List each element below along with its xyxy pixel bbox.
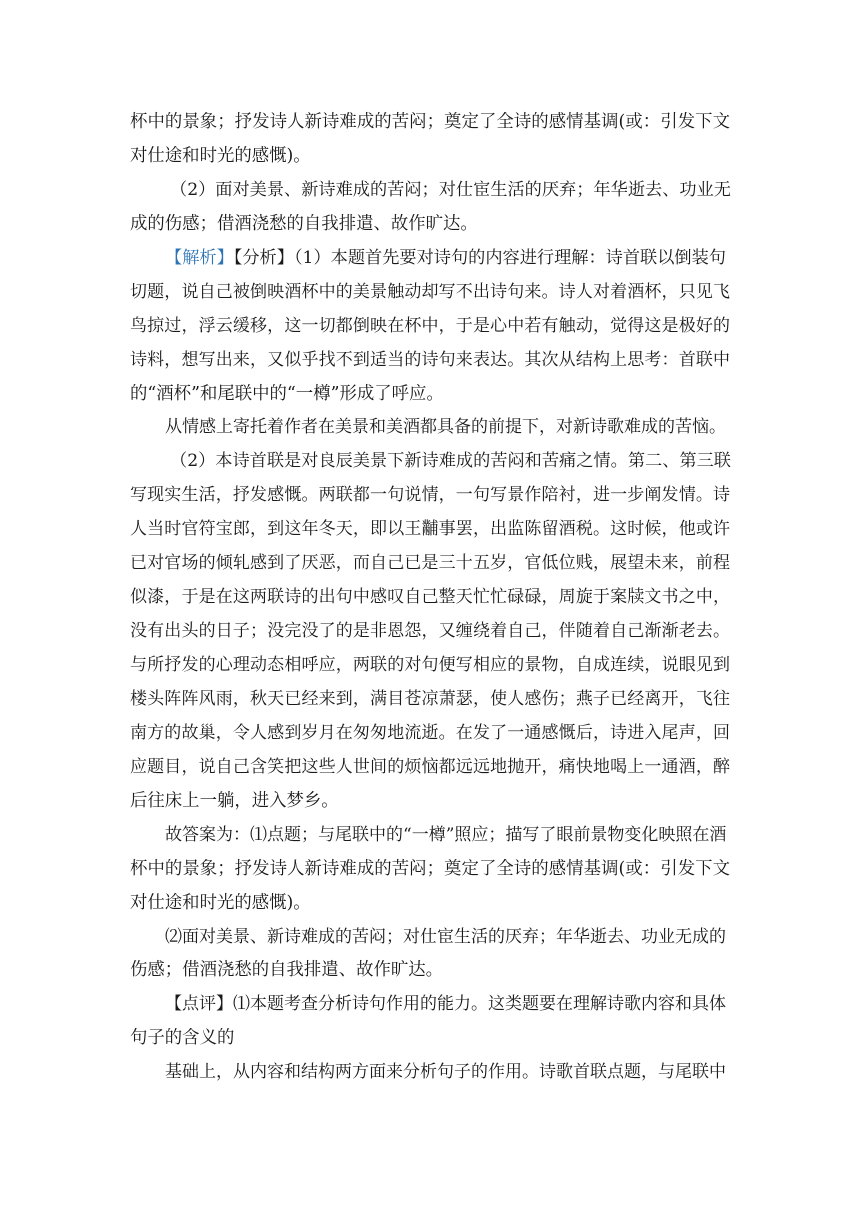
text-line-content: 楼头阵阵风雨，秋天已经来到，满目苍凉萧瑟，使人感伤；燕子已经离开，飞往 [130,688,730,709]
analysis-marker: 【解析】 [165,247,234,268]
text-line-content: 诗料，想写出来，又似乎找不到适当的诗句来表达。其次从结构上思考：首联中 [130,349,730,370]
text-line [130,106,730,140]
body-text [130,106,730,1090]
text-line [130,547,730,581]
text-line-content: 成的伤感；借酒浇愁的自我排遣、故作旷达。 [130,213,478,234]
text-line-content: 的“酒杯”和尾联中的“一樽”形成了呼应。 [130,383,444,404]
text-line [130,819,730,853]
text-line-content: （2）本诗首联是对良辰美景下新诗难成的苦闷和苦痛之情。第二、第三联 [170,451,731,472]
text-line [130,1056,730,1090]
text-line [130,174,730,208]
text-line [130,887,730,921]
text-line [130,411,730,445]
text-line-content: 伤感；借酒浇愁的自我排遣、故作旷达。 [130,960,444,981]
text-line [130,1022,730,1056]
text-line [130,649,730,683]
text-line [130,513,730,547]
text-line [130,208,730,242]
text-line-content: 写现实生活，抒发感慨。两联都一句说情，一句写景作陪衬，进一步阐发情。诗 [130,485,730,506]
text-line [130,378,730,412]
text-line-content: 没有出头的日子；没完没了的是非恩怨，又缠绕着自己，伴随着自己渐渐老去。 [130,621,730,642]
text-line [130,344,730,378]
text-line [130,615,730,649]
text-line [130,581,730,615]
text-line [130,479,730,513]
text-line [130,988,730,1022]
text-line [130,276,730,310]
text-line-content: 已对官场的倾轧感到了厌恶，而自己已是三十五岁，官低位贱，展望未来，前程 [130,553,730,574]
text-line-content: 基础上，从内容和结构两方面来分析句子的作用。诗歌首联点题，与尾联中 [165,1062,726,1083]
text-line-content: 鸟掠过，浮云缓移，这一切都倒映在杯中，于是心中若有触动，觉得这是极好的 [130,315,730,336]
text-line-content: 对仕途和时光的感慨)。 [130,892,311,913]
text-line [130,242,730,276]
text-line [130,921,730,955]
text-line-content: 人当时官符宝郎，到这年冬天，即以王黼事罢，出监陈留酒税。这时候，他或许 [130,519,730,540]
text-line [130,683,730,717]
text-line-content: 【分析】（1）本题首先要对诗句的内容进行理解：诗首联以倒装句 [233,247,726,268]
text-line-content: 对仕途和时光的感慨)。 [130,145,311,166]
text-line-content: 从情感上寄托着作者在美景和美酒都具备的前提下，对新诗歌难成的苦恼。 [165,417,726,438]
text-line-content: 故答案为：⑴点题；与尾联中的“一樽”照应；描写了眼前景物变化映照在酒 [165,824,727,845]
text-line [130,954,730,988]
text-line-content: 后往床上一躺，进入梦乡。 [130,790,339,811]
text-line-content: 杯中的景象；抒发诗人新诗难成的苦闷；奠定了全诗的感情基调(或：引发下文 [130,112,730,132]
text-line [130,751,730,785]
text-line-content: 句子的含义的 [130,1028,235,1049]
text-line-content: （2）面对美景、新诗难成的苦闷；对仕宦生活的厌弃；年华逝去、功业无 [170,179,731,200]
text-line-content: 南方的故巢，令人感到岁月在匆匆地流逝。在发了一通感慨后，诗进入尾声，回 [130,722,730,743]
text-line-content: 【点评】⑴本题考查分析诗句作用的能力。这类题要在理解诗歌内容和具体 [165,994,726,1015]
text-line [130,310,730,344]
text-line [130,785,730,819]
text-line [130,717,730,751]
text-line [130,140,730,174]
text-line-content: ⑵面对美景、新诗难成的苦闷；对仕宦生活的厌弃；年华逝去、功业无成的 [165,926,726,947]
text-line-content: 似漆，于是在这两联诗的出句中感叹自己整天忙忙碌碌，周旋于案牍文书之中， [130,587,730,608]
text-line-content: 应题目，说自己含笑把这些人世间的烦恼都远远地抛开，痛快地喝上一通酒，醉 [130,756,730,777]
text-line-content: 与所抒发的心理动态相呼应，两联的对句便写相应的景物，自成连续，说眼见到 [130,655,730,675]
text-line-content: 杯中的景象；抒发诗人新诗难成的苦闷；奠定了全诗的感情基调(或：引发下文 [130,858,730,879]
text-line-content: 切题，说自己被倒映酒杯中的美景触动却写不出诗句来。诗人对着酒杯，只见飞 [130,281,730,302]
text-line [130,853,730,887]
text-line [130,445,730,479]
